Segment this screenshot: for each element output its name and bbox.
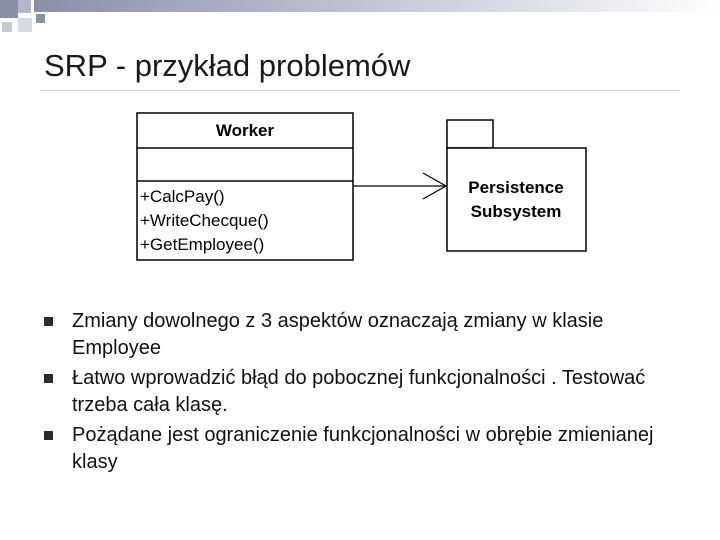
square-bullet-icon <box>44 431 53 440</box>
package-body <box>447 148 586 251</box>
package-tab <box>447 120 493 148</box>
package-name: Subsystem <box>470 202 562 221</box>
worker-method: +CalcPay() <box>140 187 225 206</box>
square-bullet-icon <box>44 317 53 326</box>
worker-method: +GetEmployee() <box>140 235 265 254</box>
bullet-text: Łatwo wprowadzić błąd do pobocznej funkcjonalności . Testować trzeba cała klasę. <box>72 367 646 416</box>
bullet-text: Pożądane jest ograniczenie funkcjonalności w obrębie zmienianej klasy <box>72 424 654 473</box>
package-name: Persistence <box>468 178 564 197</box>
list-item <box>44 422 684 476</box>
list-item <box>44 365 684 419</box>
worker-class-name: Worker <box>215 121 275 140</box>
square-bullet-icon <box>44 374 53 383</box>
persistence-subsystem-package <box>447 120 586 251</box>
dependency-arrow <box>353 173 446 199</box>
worker-method: +WriteChecque() <box>140 211 269 230</box>
list-item <box>44 308 684 362</box>
bullet-list <box>44 308 684 479</box>
worker-class <box>137 113 353 260</box>
slide-title: SRP - przykład problemów <box>44 48 411 83</box>
bullet-text: Zmiany dowolnego z 3 aspektów oznaczają zmiany w klasie Employee <box>72 310 604 359</box>
